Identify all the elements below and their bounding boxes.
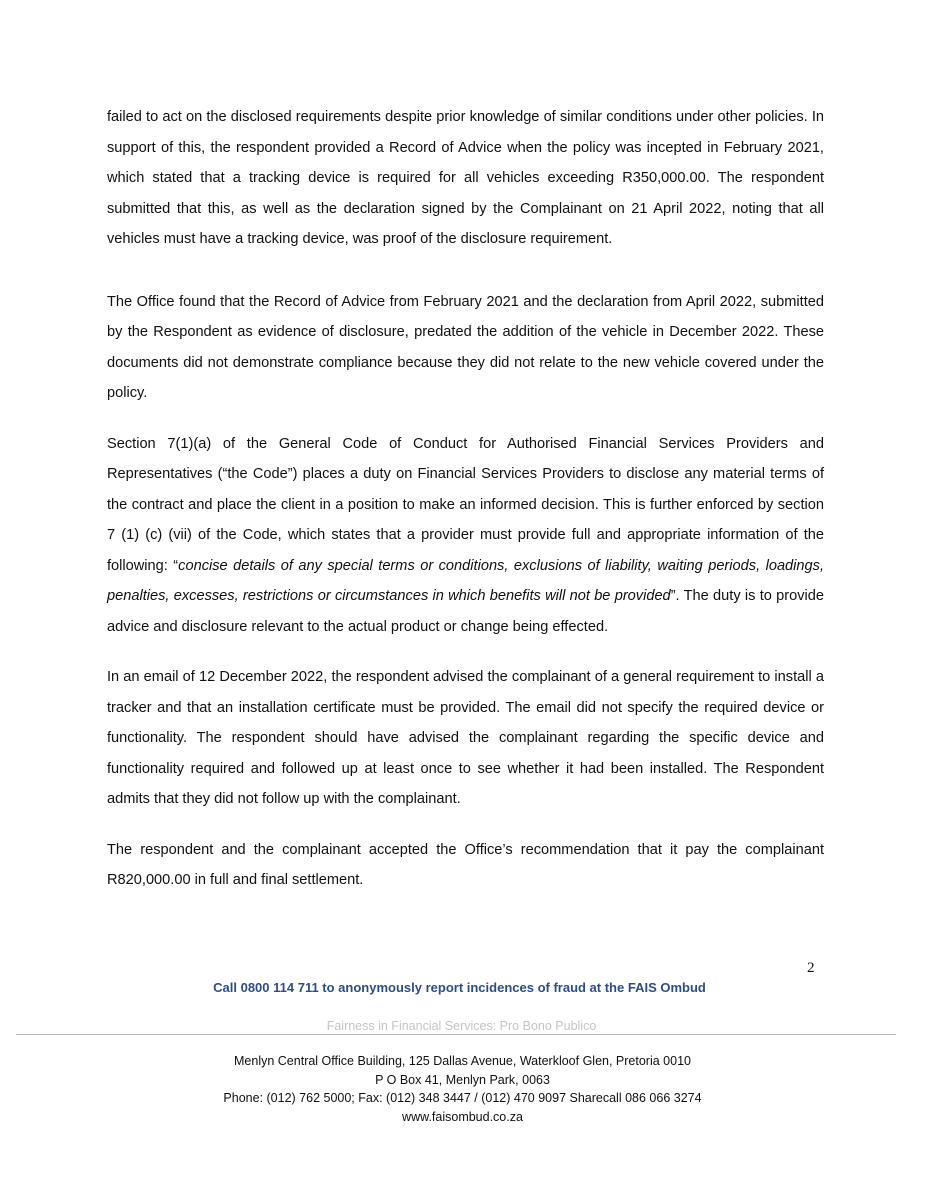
paragraph-disclosure-evidence: failed to act on the disclosed requirements despite prior knowledge of similar conditions under other policies. In support of this, the respondent provided a Record of Advice when the policy was incepted in February 2021, which stated that a tracking device is required for all vehicles exceeding R350,000.00. The respondent submitted that this, as well as the declaration signed by the Complainant on 21 April 2022, noting that all vehicles must have a tracking device, was proof of the disclosure requirement.: [107, 109, 824, 247]
footer-address-block: [0, 1052, 927, 1126]
paragraph-settlement: The respondent and the complainant accepted the Office’s recommendation that it pay the complainant R820,000.00 in full and final settlement.: [107, 841, 824, 888]
code-text-start: Section 7(1)(a) of the General Code of Conduct for Authorised Financial Services Providers and Representatives (“the Code”) places a duty on Financial Services Providers to disclose any material terms of the contract and place the client in a position to make an informed decision. This is further enforced by section 7 (1) (c) (vii) of the Code, which states that a provider must provide full and appropriate information of the following: “: [107, 435, 824, 574]
fraud-hotline-notice: Call 0800 114 711 to anonymously report incidences of fraud at the FAIS Ombud: [213, 980, 706, 995]
website-link[interactable]: www.faisombud.co.za: [402, 1109, 523, 1124]
code-text-end: ”. The duty is to provide advice and disclosure relevant to the actual product or change being effected.: [107, 588, 824, 635]
address-line-postal: P O Box 41, Menlyn Park, 0063: [375, 1072, 550, 1087]
footer-motto: Fairness in Financial Services: Pro Bono Publico: [326, 1019, 597, 1033]
paragraph-office-finding: The Office found that the Record of Advice from February 2021 and the declaration from April 2022, submitted by the Respondent as evidence of disclosure, predated the addition of the vehicle in December 2022. These documents did not demonstrate compliance because they did not relate to the new vehicle covered under the policy.: [107, 293, 824, 401]
paragraph-code-of-conduct: [107, 429, 824, 643]
paragraph-email: In an email of 12 December 2022, the respondent advised the complainant of a general requirement to install a tracker and that an installation certificate must be provided. The email did not specify the required device or functionality. The respondent should have advised the complainant regarding the specific device and functionality required and followed up at least once to see whether it had been installed. The Respondent admits that they did not follow up with the complainant.: [107, 669, 824, 807]
body-text: [107, 102, 824, 916]
footer-divider: [16, 1034, 896, 1035]
code-quote: concise details of any special terms or conditions, exclusions of liability, waiting periods, loadings, penalties, excesses, restrictions or circumstances in which benefits will not be provided: [107, 557, 824, 604]
contact-line: Phone: (012) 762 5000; Fax: (012) 348 3447 / (012) 470 9097 Sharecall 086 066 3274: [223, 1091, 702, 1105]
address-line-street: Menlyn Central Office Building, 125 Dallas Avenue, Waterkloof Glen, Pretoria 0010: [234, 1054, 691, 1068]
page-number: 2: [807, 960, 815, 976]
